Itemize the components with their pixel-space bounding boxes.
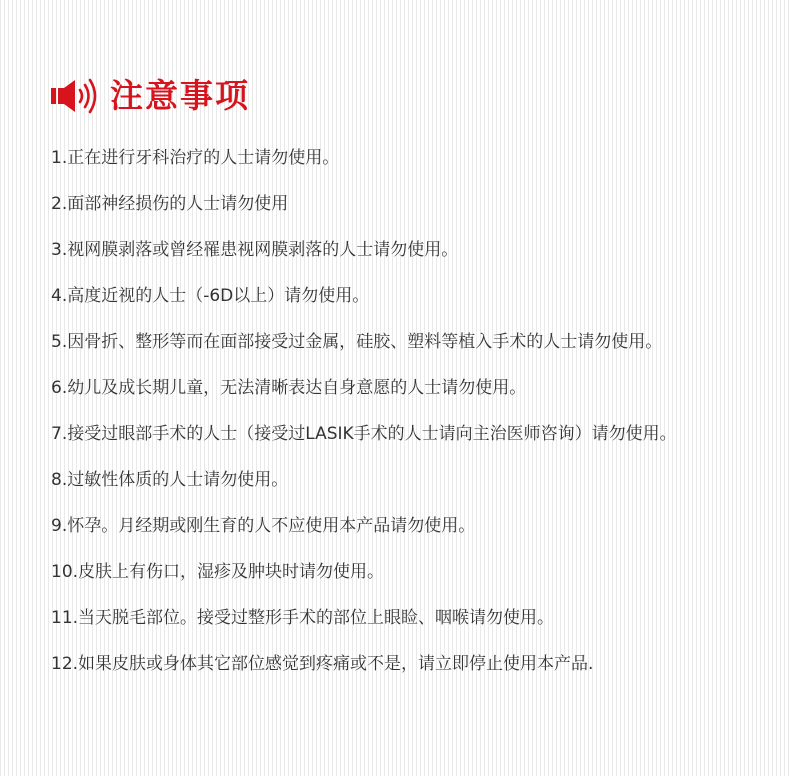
notice-item-7: 7.接受过眼部手术的人士（接受过LASIK手术的人士请向主治医师咨询）请勿使用。 xyxy=(51,424,677,444)
notice-item-6: 6.幼儿及成长期儿童，无法清晰表达自身意愿的人士请勿使用。 xyxy=(51,378,527,398)
page-title: 注意事项 xyxy=(110,76,250,115)
notice-item-9: 9.怀孕。月经期或刚生育的人不应使用本产品请勿使用。 xyxy=(51,516,476,536)
section-header xyxy=(50,76,250,116)
notice-item-2: 2.面部神经损伤的人士请勿使用 xyxy=(51,194,289,214)
notice-item-10: 10.皮肤上有伤口，湿疹及肿块时请勿使用。 xyxy=(51,562,385,582)
notice-item-4: 4.高度近视的人士（-6D以上）请勿使用。 xyxy=(51,286,370,306)
notice-item-1: 1.正在进行牙科治疗的人士请勿使用。 xyxy=(51,148,340,168)
notice-list xyxy=(51,138,786,690)
notice-item-11: 11.当天脱毛部位。接受过整形手术的部位上眼睑、咽喉请勿使用。 xyxy=(51,608,555,628)
notice-item-3: 3.视网膜剥落或曾经罹患视网膜剥落的人士请勿使用。 xyxy=(51,240,459,260)
notice-item-12: 12.如果皮肤或身体其它部位感觉到疼痛或不是，请立即停止使用本产品. xyxy=(51,654,594,674)
speaker-icon xyxy=(50,76,98,116)
notice-item-8: 8.过敏性体质的人士请勿使用。 xyxy=(51,470,289,490)
notice-item-5: 5.因骨折、整形等而在面部接受过金属，硅胶、塑料等植入手术的人士请勿使用。 xyxy=(51,332,663,352)
